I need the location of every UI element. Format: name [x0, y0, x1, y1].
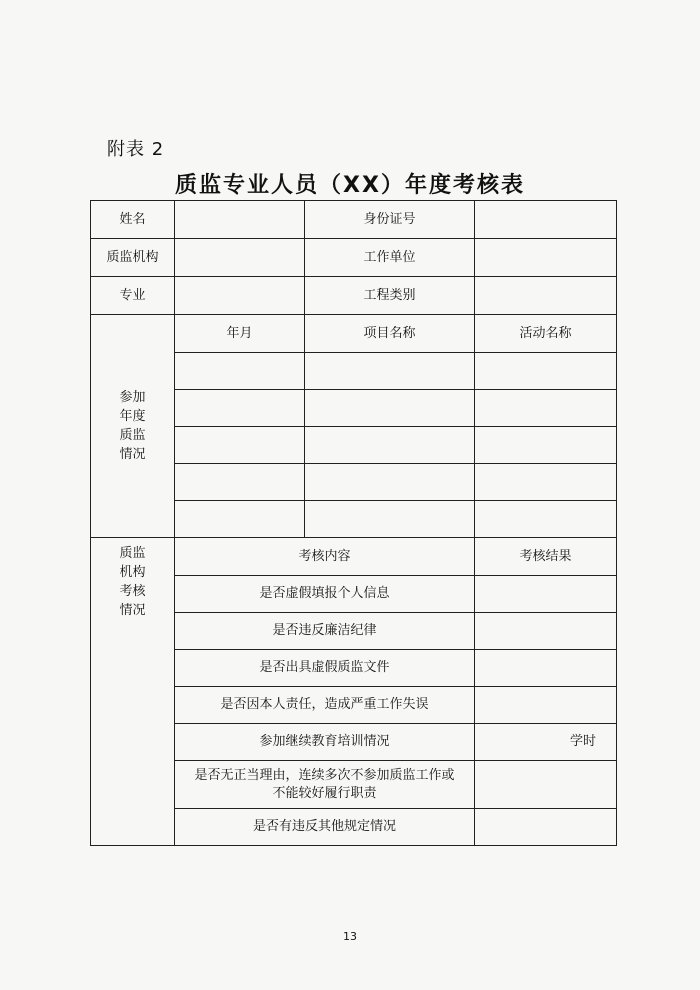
activity-name-cell[interactable] [475, 353, 617, 390]
appendix-label: 附表 2 [107, 139, 165, 160]
project-name-cell[interactable] [305, 353, 475, 390]
participation-label-line: 参加 [119, 390, 146, 405]
assessment-label-line: 考核 [119, 584, 146, 599]
assessment-label-line: 情况 [119, 603, 146, 618]
assessment-form-table [90, 200, 617, 846]
activity-name-cell[interactable] [475, 464, 617, 501]
participation-label-line: 情况 [119, 447, 146, 462]
assessment-item: 是否有违反其他规定情况 [175, 809, 475, 846]
training-hours-cell[interactable]: 学时 [475, 724, 617, 761]
project-type-label: 工程类别 [305, 277, 475, 315]
id-number-field[interactable] [475, 201, 617, 239]
assessment-result-cell[interactable] [475, 576, 617, 613]
assessment-item: 是否违反廉洁纪律 [175, 613, 475, 650]
year-month-cell[interactable] [175, 464, 305, 501]
project-name-cell[interactable] [305, 427, 475, 464]
assessment-item: 参加继续教育培训情况 [175, 724, 475, 761]
employer-label: 工作单位 [305, 239, 475, 277]
info-row-agency [91, 239, 617, 277]
assessment-result-header: 考核结果 [475, 538, 617, 576]
assessment-item: 是否无正当理由，连续多次不参加质监工作或不能较好履行职责 [175, 761, 475, 809]
name-label: 姓名 [91, 201, 175, 239]
form-title: 质监专业人员（XX）年度考核表 [175, 173, 525, 198]
assessment-item: 是否因本人责任，造成严重工作失误 [175, 687, 475, 724]
year-month-header: 年月 [175, 315, 305, 353]
assessment-result-cell[interactable] [475, 613, 617, 650]
participation-label-line: 质监 [119, 428, 146, 443]
assessment-content-header: 考核内容 [175, 538, 475, 576]
assessment-result-cell[interactable] [475, 761, 617, 809]
info-row-specialty [91, 277, 617, 315]
assessment-header-row [91, 538, 617, 576]
activity-name-cell[interactable] [475, 427, 617, 464]
assessment-section-label [91, 538, 175, 846]
info-row-name [91, 201, 617, 239]
assessment-result-cell[interactable] [475, 809, 617, 846]
project-name-cell[interactable] [305, 501, 475, 538]
assessment-result-cell[interactable] [475, 650, 617, 687]
page-number: 13 [343, 930, 357, 943]
name-field[interactable] [175, 201, 305, 239]
year-month-cell[interactable] [175, 501, 305, 538]
agency-label: 质监机构 [91, 239, 175, 277]
specialty-label: 专业 [91, 277, 175, 315]
assessment-label-line: 质监 [119, 546, 146, 561]
project-name-cell[interactable] [305, 390, 475, 427]
participation-label-line: 年度 [119, 409, 146, 424]
project-name-header: 项目名称 [305, 315, 475, 353]
id-number-label: 身份证号 [305, 201, 475, 239]
activity-name-cell[interactable] [475, 390, 617, 427]
assessment-label-line: 机构 [119, 565, 146, 580]
employer-field[interactable] [475, 239, 617, 277]
assessment-item: 是否出具虚假质监文件 [175, 650, 475, 687]
activity-name-header: 活动名称 [475, 315, 617, 353]
assessment-item: 是否虚假填报个人信息 [175, 576, 475, 613]
specialty-field[interactable] [175, 277, 305, 315]
year-month-cell[interactable] [175, 390, 305, 427]
year-month-cell[interactable] [175, 427, 305, 464]
participation-section-label [91, 315, 175, 538]
agency-field[interactable] [175, 239, 305, 277]
project-type-field[interactable] [475, 277, 617, 315]
year-month-cell[interactable] [175, 353, 305, 390]
activity-name-cell[interactable] [475, 501, 617, 538]
participation-header-row [91, 315, 617, 353]
assessment-result-cell[interactable] [475, 687, 617, 724]
project-name-cell[interactable] [305, 464, 475, 501]
